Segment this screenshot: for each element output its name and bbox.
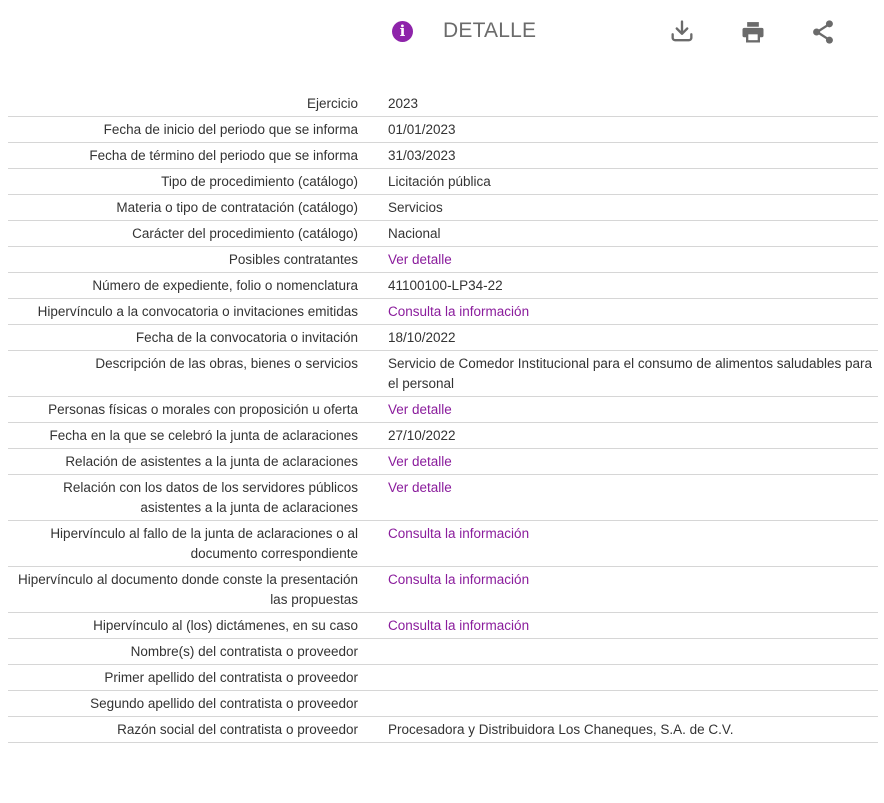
detail-row bbox=[8, 665, 878, 691]
row-label: Tipo de procedimiento (catálogo) bbox=[161, 174, 358, 189]
detail-row bbox=[8, 325, 878, 351]
row-value bbox=[388, 691, 878, 716]
row-value bbox=[388, 567, 878, 612]
detail-row bbox=[8, 397, 878, 423]
row-value: 18/10/2022 bbox=[388, 330, 456, 345]
row-value: Nacional bbox=[388, 226, 441, 241]
row-value: 41100100-LP34-22 bbox=[388, 278, 503, 293]
row-label: Personas físicas o morales con proposición u oferta bbox=[48, 402, 358, 417]
detail-row bbox=[8, 91, 878, 117]
detail-row bbox=[8, 639, 878, 665]
detail-row bbox=[8, 299, 878, 325]
row-value bbox=[388, 665, 878, 690]
download-button[interactable] bbox=[668, 18, 696, 46]
page-title: DETALLE bbox=[443, 19, 537, 42]
row-label: Hipervínculo a la convocatoria o invitaciones emitidas bbox=[37, 304, 358, 319]
detail-row bbox=[8, 521, 878, 567]
detail-row bbox=[8, 449, 878, 475]
detail-row bbox=[8, 143, 878, 169]
detail-row bbox=[8, 691, 878, 717]
row-label: Fecha de inicio del periodo que se informa bbox=[103, 122, 358, 137]
detail-row bbox=[8, 247, 878, 273]
row-label: Posibles contratantes bbox=[228, 252, 358, 267]
row-label: Hipervínculo al fallo de la junta de aclaraciones o al documento correspondiente bbox=[50, 526, 358, 561]
detail-row bbox=[8, 195, 878, 221]
row-label: Fecha de término del periodo que se informa bbox=[89, 148, 358, 163]
print-button[interactable] bbox=[739, 18, 767, 46]
row-value bbox=[388, 299, 878, 324]
share-icon bbox=[809, 18, 837, 46]
row-label: Segundo apellido del contratista o proveedor bbox=[90, 696, 358, 711]
detail-row bbox=[8, 169, 878, 195]
detail-row bbox=[8, 273, 878, 299]
detail-row bbox=[8, 117, 878, 143]
row-label: Relación con los datos de los servidores públicos asistentes a la junta de aclaraciones bbox=[63, 480, 358, 515]
share-button[interactable] bbox=[809, 18, 837, 46]
row-label: Número de expediente, folio o nomenclatura bbox=[92, 278, 358, 293]
row-value: 01/01/2023 bbox=[388, 122, 456, 137]
download-icon bbox=[668, 18, 696, 46]
row-label: Primer apellido del contratista o proveedor bbox=[104, 670, 358, 685]
detail-row bbox=[8, 567, 878, 613]
consulta-informacion-link[interactable]: Consulta la información bbox=[388, 618, 530, 633]
row-label: Hipervínculo al (los) dictámenes, en su caso bbox=[93, 618, 358, 633]
detail-header bbox=[0, 0, 884, 64]
row-value: Servicios bbox=[388, 200, 443, 215]
print-icon bbox=[739, 18, 767, 46]
row-value: Licitación pública bbox=[388, 174, 491, 189]
row-value bbox=[388, 247, 878, 272]
row-label: Nombre(s) del contratista o proveedor bbox=[130, 644, 358, 659]
ver-detalle-link[interactable]: Ver detalle bbox=[388, 454, 452, 469]
detail-row bbox=[8, 351, 878, 397]
row-value bbox=[388, 449, 878, 474]
detail-row bbox=[8, 717, 878, 743]
row-label: Hipervínculo al documento donde conste la presentación las propuestas bbox=[18, 572, 358, 607]
ver-detalle-link[interactable]: Ver detalle bbox=[388, 402, 452, 417]
row-label: Fecha en la que se celebró la junta de aclaraciones bbox=[49, 428, 358, 443]
row-label: Materia o tipo de contratación (catálogo) bbox=[116, 200, 358, 215]
row-label: Carácter del procedimiento (catálogo) bbox=[132, 226, 358, 241]
detail-table bbox=[8, 91, 878, 743]
row-value: Procesadora y Distribuidora Los Chaneques, S.A. de C.V. bbox=[388, 722, 734, 737]
row-label: Descripción de las obras, bienes o servicios bbox=[95, 356, 358, 371]
row-value: 27/10/2022 bbox=[388, 428, 456, 443]
row-value: Servicio de Comedor Institucional para el consumo de alimentos saludables para el personal bbox=[388, 356, 873, 391]
row-value bbox=[388, 521, 878, 566]
row-value bbox=[388, 639, 878, 664]
row-label: Razón social del contratista o proveedor bbox=[117, 722, 358, 737]
consulta-informacion-link[interactable]: Consulta la información bbox=[388, 304, 530, 319]
consulta-informacion-link[interactable]: Consulta la información bbox=[388, 572, 530, 587]
row-label: Fecha de la convocatoria o invitación bbox=[135, 330, 358, 345]
row-value: 31/03/2023 bbox=[388, 148, 456, 163]
consulta-informacion-link[interactable]: Consulta la información bbox=[388, 526, 530, 541]
ver-detalle-link[interactable]: Ver detalle bbox=[388, 480, 452, 495]
ver-detalle-link[interactable]: Ver detalle bbox=[388, 252, 452, 267]
row-value bbox=[388, 613, 878, 638]
row-label: Ejercicio bbox=[306, 96, 358, 111]
detail-row bbox=[8, 613, 878, 639]
info-circle-icon: i bbox=[392, 21, 413, 42]
row-value bbox=[388, 397, 878, 422]
detail-row bbox=[8, 221, 878, 247]
row-value bbox=[388, 475, 878, 520]
row-value: 2023 bbox=[388, 96, 419, 111]
detail-row bbox=[8, 423, 878, 449]
detail-row bbox=[8, 475, 878, 521]
row-label: Relación de asistentes a la junta de aclaraciones bbox=[65, 454, 358, 469]
